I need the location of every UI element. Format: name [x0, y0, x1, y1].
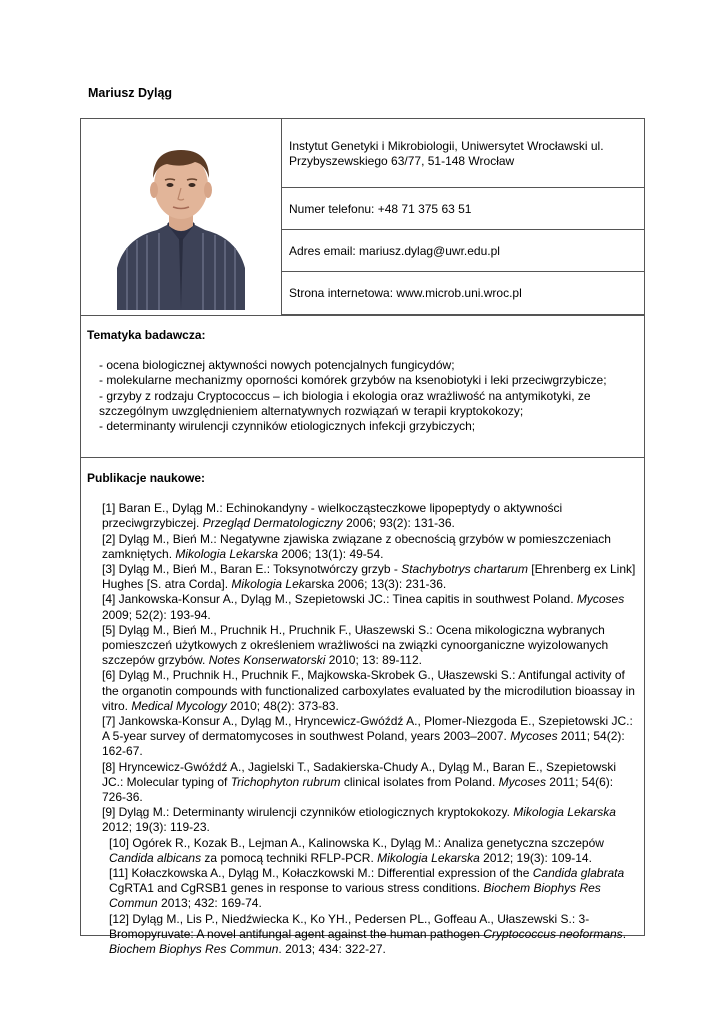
citation-text: 2011; 54(2): 162-67. [102, 729, 625, 759]
citation-text: . [622, 926, 627, 941]
journal-name: Candida albicans [109, 850, 202, 865]
citation-text: 2012; 19(3): 109-14. [479, 850, 592, 865]
journal-name: Trichophyton rubrum [230, 774, 341, 789]
publication-item [87, 805, 639, 835]
research-section [87, 328, 639, 434]
citation-text: za pomocą techniki RFLP-PCR. [201, 850, 378, 865]
journal-name: Medical Mycology [131, 698, 227, 713]
publication-item [87, 912, 639, 958]
citation-text: [1] Baran E., Dyląg M.: Echinokandyny - wielkocząsteczkowe lipopeptydy o aktywności przeciwgrzybiczej. [102, 501, 563, 531]
citation-text: [2] Dyląg M., Bień M.: Negatywne zjawiska związane z obecnością grzybów w pomieszczeniach zamkniętych. [102, 531, 611, 561]
citation-text: 2006; 93(2): 131-36. [342, 516, 455, 531]
phone-number: Numer telefonu: +48 71 375 63 51 [282, 188, 644, 230]
journal-name: Stachybotrys chartarum [401, 562, 528, 577]
journal-name: Mikologia Lek [231, 577, 305, 592]
divider [81, 457, 644, 458]
publication-item [87, 668, 639, 714]
research-list [87, 358, 639, 434]
citation-text: arska 2006; 13(3): 231-36. [304, 577, 447, 592]
citation-text: 2011; 54(6): 726-36. [102, 774, 614, 805]
citation-text: clinical isolates from Poland. [340, 774, 499, 789]
page-title: Mariusz Dyląg [88, 86, 173, 100]
journal-name: Mikologia Lekarska [175, 546, 279, 561]
publication-item [87, 760, 639, 806]
citation-text: 2010; 13: 89-112. [325, 653, 422, 668]
publication-list [87, 501, 639, 957]
journal-name: Przegląd Dermatologiczny [202, 516, 343, 531]
research-item: - determinanty wirulencji czynników etiologicznych infekcji grzybiczych; [99, 419, 476, 434]
journal-name: Biochem Biophys Res Commun [109, 881, 601, 911]
research-item: - grzyby z rodzaju Cryptococcus – ich biologia i ekologia oraz wrażliwość na antymikotyki, ze szczególnym uwzględnieniem alternatywnych rozwiązań w terapii kryptokokozy; [99, 388, 591, 418]
citation-text: [11] Kołaczkowska A., Dyląg M., Kołaczkowski M.: Differential expression of the [109, 866, 533, 881]
journal-name: Mikologia Lekarska [513, 805, 616, 820]
citation-text: 2012; 19(3): 119-23. [102, 820, 210, 835]
journal-name: Candida glabrata [532, 866, 625, 881]
journal-name: Mycoses [576, 592, 625, 607]
citation-text: [6] Dyląg M., Pruchnik H., Pruchnik F., Majkowska-Skrobek G., Ułaszewski S.: Antifungal activity of the organotin compounds with functionalized carboxylates evaluated by the microdilution bioassay in vitro. [102, 668, 635, 713]
publication-item [87, 501, 639, 531]
citation-text: [4] Jankowska-Konsur A., Dyląg M., Szepietowski JC.: Tinea capitis in southwest Poland. [102, 592, 577, 607]
research-item: - ocena biologicznej aktywności nowych potencjalnych fungicydów; [99, 358, 455, 373]
citation-text: CgRTA1 and CgRSB1 genes in response to various stress conditions. [109, 881, 484, 896]
publication-item [87, 866, 639, 912]
citation-text: 2006; 13(1): 49-54. [278, 546, 384, 561]
citation-text: 2009; 52(2): 193-94. [102, 607, 211, 622]
citation-text: [7] Jankowska-Konsur A., Dyląg M., Hryncewicz-Gwóźdź A., Plomer-Niezgoda E., Szepietowski JC.: A 5-year survey of dermatomycoses in southwest Poland, years 2003–2007. [102, 714, 633, 744]
publication-item [87, 623, 639, 669]
publication-item [87, 532, 639, 562]
cv-table [80, 118, 645, 957]
publication-item [87, 562, 639, 592]
citation-text: [12] Dyląg M., Lis P., Niedźwiecka K., Ko YH., Pedersen PL., Goffeau A., Ułaszewski S.: 3-Bromopyruvate: A novel antifungal agent against the human pathogen [109, 911, 590, 941]
citation-text: [8] Hryncewicz-Gwóźdź A., Jagielski T., Sadakierska-Chudy A., Dyląg M., Baran E., Szepietowski JC.: Molecular typing of [102, 759, 616, 789]
citation-text: [5] Dyląg M., Bień M., Pruchnik H., Pruchnik F., Ułaszewski S.: Ocena mikologiczna wybranych pomieszczeń użytkowych z określeniem wrażliwości na związki cynoorganiczne wyizolowanych szczepów grzybów. [102, 622, 609, 668]
publication-item [87, 836, 639, 866]
publication-item [87, 592, 639, 622]
journal-name: Mycoses [498, 774, 546, 789]
publication-item [87, 714, 639, 760]
publications-title: Publikacje naukowe: [87, 471, 206, 485]
journal-name: Notes Konserwatorski [208, 653, 326, 668]
portrait-photo [117, 138, 245, 310]
journal-name: Cryptococcus neoformans [483, 926, 623, 941]
research-title: Tematyka badawcza: [87, 328, 206, 342]
publications-section [87, 471, 639, 957]
citation-text: [Ehrenberg ex Link] Hughes [S. atra Corda]. [102, 562, 636, 592]
institution-address: Instytut Genetyki i Mikrobiologii, Uniwersytet Wrocławski ul. Przybyszewskiego 63/77, 51-148 Wrocław [282, 119, 644, 188]
citation-text: . 2013; 434: 322-27. [278, 942, 386, 957]
journal-name: Mikologia Lekarska [377, 850, 480, 865]
email-address: Adres email: mariusz.dylag@uwr.edu.pl [282, 230, 644, 272]
citation-text: [10] Ogórek R., Kozak B., Lejman A., Kalinowska K., Dyląg M.: Analiza genetyczna szczepów [109, 835, 604, 850]
citation-text: [9] Dyląg M.: Determinanty wirulencji czynników etiologicznych kryptokokozy. [102, 805, 514, 820]
citation-text: 2013; 432: 169-74. [157, 896, 262, 911]
photo-cell [81, 119, 282, 315]
research-item: - molekularne mechanizmy oporności komórek grzybów na ksenobiotyki i leki przeciwgrzybicze; [99, 373, 607, 388]
journal-name: Biochem Biophys Res Commun [109, 942, 279, 957]
divider [81, 315, 644, 316]
citation-text: 2010; 48(2): 373-83. [226, 698, 339, 713]
journal-name: Mycoses [510, 729, 558, 744]
website-url: Strona internetowa: www.microb.uni.wroc.pl [282, 272, 644, 315]
citation-text: [3] Dyląg M., Bień M., Baran E.: Toksynotwórczy grzyb - [102, 562, 402, 577]
